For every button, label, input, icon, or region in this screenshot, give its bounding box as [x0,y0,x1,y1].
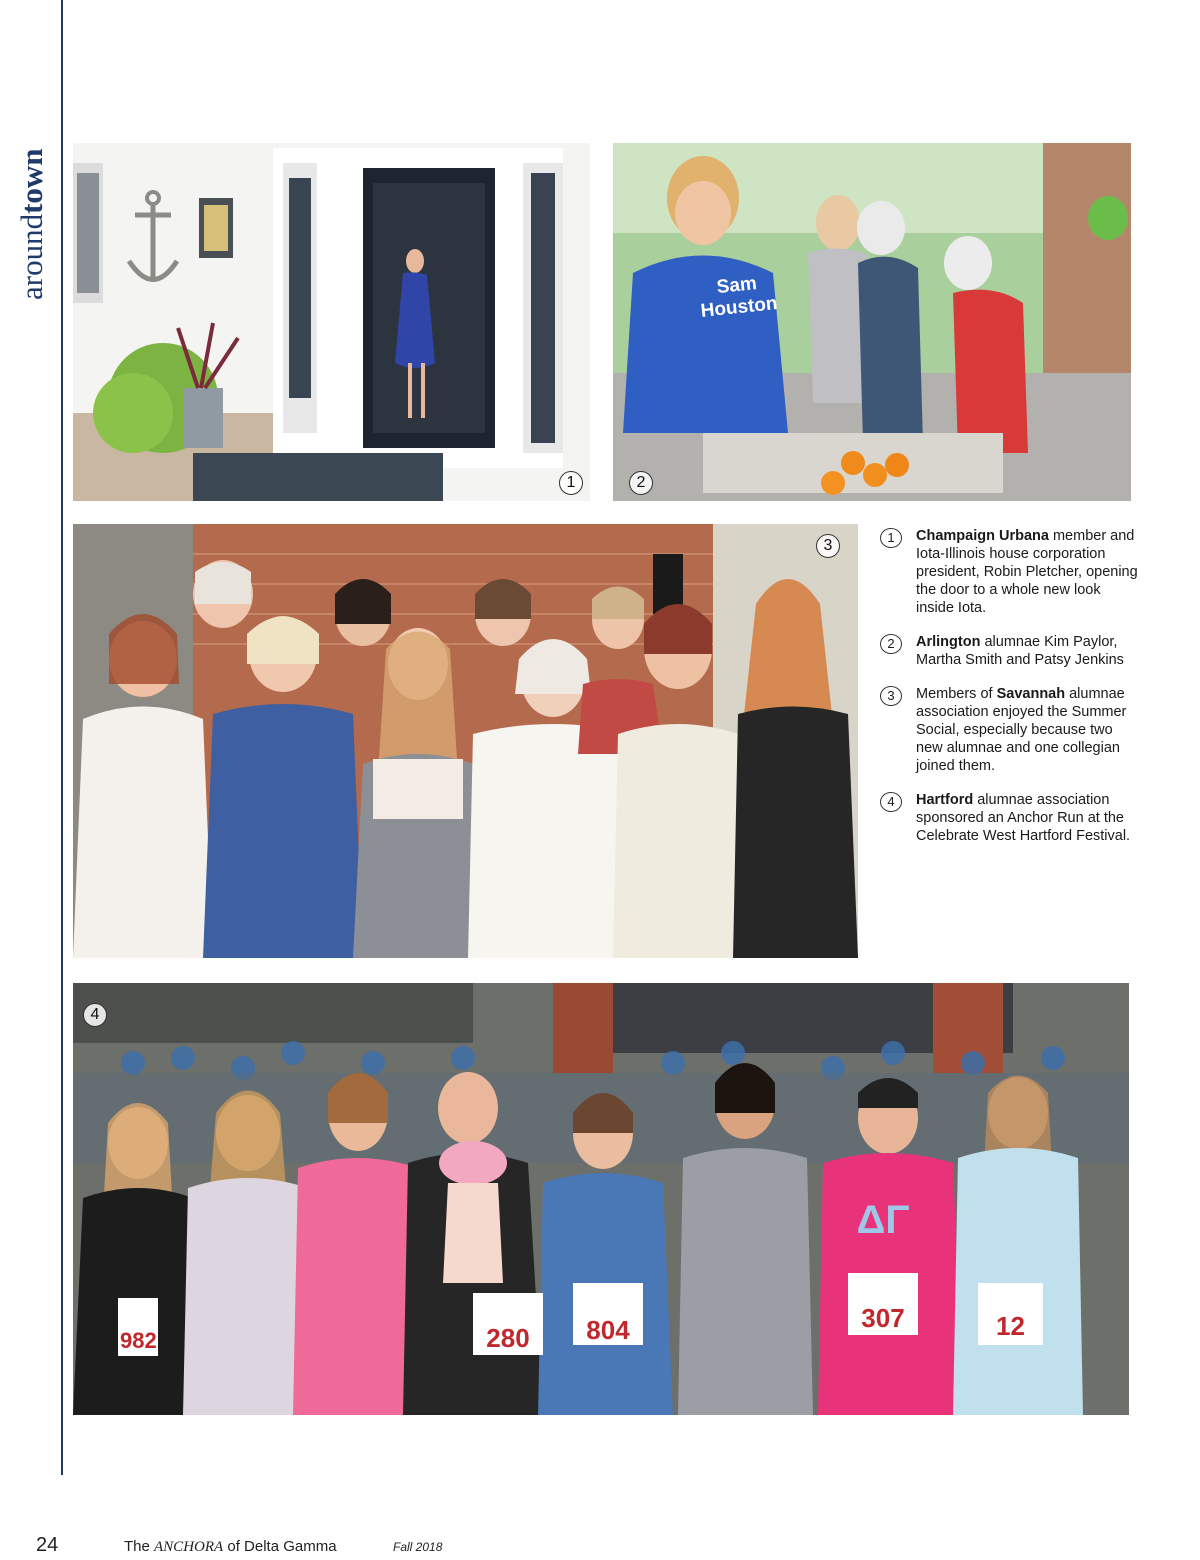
caption-4 [880,791,1140,845]
caption-text [916,685,1140,775]
bib-number: 307 [861,1303,905,1333]
publication-title: ANCHORA [154,1539,224,1555]
caption-number: 3 [880,686,902,706]
photo-1-illustration [73,143,590,501]
photo-number-badge: 3 [816,534,840,558]
bib-number: 280 [486,1323,530,1353]
photo-number-badge: 2 [629,471,653,495]
shirt-text: ΔΓ [856,1198,910,1242]
caption-body: alumnae association sponsored an Anchor Run at the Celebrate West Hartford Festival. [916,792,1131,844]
caption-1 [880,527,1140,617]
photo-anchor-run [73,983,1129,1415]
photo-number-badge: 4 [83,1003,107,1027]
caption-body: member and Iota-Illinois house corporation president, Robin Pletcher, opening the door to a whole new look inside Iota. [916,528,1138,616]
bib-number: 12 [996,1311,1025,1341]
issue-date: Fall 2018 [393,1540,443,1554]
photo-captions [880,527,1140,861]
caption-number: 1 [880,528,902,548]
caption-location: Arlington [916,634,981,650]
shirt-text: Sam Houston [699,273,779,322]
section-title-bold: town [14,148,49,214]
caption-text [916,527,1140,617]
bib-number: 804 [586,1315,630,1345]
publication-prefix: The [124,1538,155,1555]
caption-body: alumnae association enjoyed the Summer Social, especially because two new alumnae and one collegian joined them. [916,686,1127,774]
caption-body: alumnae Kim Paylor, Martha Smith and Patsy Jenkins [916,634,1124,668]
page-number: 24 [36,1534,59,1556]
caption-location: Hartford [916,792,974,808]
photo-number-badge: 1 [559,471,583,495]
section-title [12,100,56,300]
publication-name [124,1538,337,1556]
bib-number: 982 [120,1328,157,1353]
photo-group-savannah [73,524,858,958]
caption-text [916,791,1140,845]
page-footer [0,1536,1200,1560]
caption-number: 4 [880,792,902,812]
caption-prefix: Members of [916,686,997,702]
photo-house-entrance [73,143,590,501]
caption-location: Champaign Urbana [916,528,1049,544]
caption-location: Savannah [996,686,1066,702]
margin-rule [61,0,63,1475]
caption-number: 2 [880,634,902,654]
caption-3 [880,685,1140,775]
photo-4-illustration [73,983,1129,1415]
caption-2 [880,633,1140,669]
photo-3-illustration [73,524,858,958]
publication-suffix: of Delta Gamma [223,1538,337,1555]
section-title-prefix: around [14,213,49,300]
caption-text [916,633,1140,669]
photo-food-serving [613,143,1131,501]
